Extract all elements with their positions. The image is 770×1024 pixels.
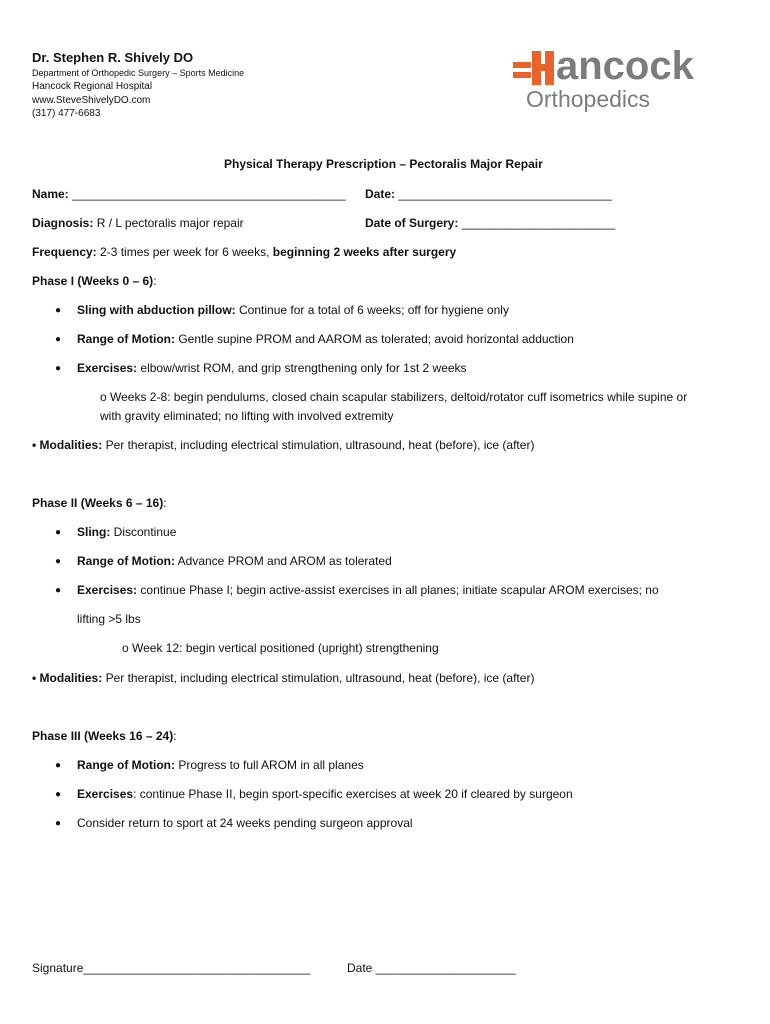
bullet-icon: ● [55, 585, 62, 596]
signature-field[interactable] [32, 961, 310, 975]
frequency-row [32, 245, 456, 259]
list-item: Sling with abduction pillow: Continue for a total of 6 weeks; off for hygiene only [77, 303, 509, 317]
bullet-icon: ● [55, 527, 62, 538]
phase1-sub-item: o Weeks 2-8: begin pendulums, closed chain scapular stabilizers, deltoid/rotator cuff isometrics while supine or [100, 390, 688, 404]
phase1-sub-item-cont: with gravity eliminated; no lifting with involved extremity [100, 409, 394, 423]
department: Department of Orthopedic Surgery – Sports Medicine [32, 68, 245, 78]
phase1-modalities: • Modalities: Per therapist, including electrical stimulation, ultrasound, heat (before), ice (after) [32, 438, 535, 452]
signature-date-field[interactable] [347, 961, 516, 975]
bullet-icon: ● [55, 556, 62, 567]
list-item: Exercises: continue Phase II, begin sport-specific exercises at week 20 if cleared by surgeon [77, 787, 573, 801]
logo-word-orthopedics: Orthopedics [526, 86, 651, 112]
signature-blank[interactable]: __________________________________ [83, 961, 311, 975]
signature-date-label: Date [347, 961, 373, 975]
diagnosis-label: Diagnosis: [32, 216, 94, 230]
bullet-icon: ● [55, 305, 62, 316]
bullet-icon: ● [55, 760, 62, 771]
list-item: Range of Motion: Gentle supine PROM and AAROM as tolerated; avoid horizontal adduction [77, 332, 574, 346]
date-blank[interactable]: ________________________________ [398, 187, 612, 201]
bullet-icon: ● [55, 789, 62, 800]
bullet-icon: ● [55, 818, 62, 829]
signature-date-blank[interactable]: _____________________ [375, 961, 516, 975]
date-field[interactable] [365, 187, 612, 201]
list-item: Exercises: elbow/wrist ROM, and grip strengthening only for 1st 2 weeks [77, 361, 467, 375]
website-link[interactable]: www.SteveShivelyDO.com [32, 95, 151, 106]
list-item: Range of Motion: Progress to full AROM in all planes [77, 758, 364, 772]
frequency-bold: beginning 2 weeks after surgery [272, 245, 457, 259]
hancock-orthopedics-logo [510, 44, 742, 114]
list-item: Exercises: continue Phase I; begin active-assist exercises in all planes; initiate scapular AROM exercises; no [77, 583, 659, 597]
signature-label: Signature [32, 961, 84, 975]
surgery-date-field[interactable] [365, 216, 615, 230]
diagnosis-row [32, 216, 244, 230]
list-item: Consider return to sport at 24 weeks pending surgeon approval [77, 816, 413, 830]
phase2-sub-item: o Week 12: begin vertical positioned (upright) strengthening [122, 641, 439, 655]
list-item: Sling: Discontinue [77, 525, 177, 539]
surgery-date-blank[interactable]: _______________________ [461, 216, 616, 230]
logo-word-hancock: ancock [556, 44, 694, 88]
phase1-heading: Phase I (Weeks 0 – 6): [32, 274, 157, 288]
surgery-date-label: Date of Surgery: [365, 216, 459, 230]
list-item: Range of Motion: Advance PROM and AROM as tolerated [77, 554, 392, 568]
doctor-name: Dr. Stephen R. Shively DO [32, 50, 194, 65]
list-item-continuation: lifting >5 lbs [77, 612, 141, 626]
hospital-name: Hancock Regional Hospital [32, 81, 153, 92]
frequency-text: 2-3 times per week for 6 weeks, [100, 245, 270, 259]
bullet-icon: ● [55, 363, 62, 374]
date-label: Date: [365, 187, 396, 201]
phase2-heading: Phase II (Weeks 6 – 16): [32, 496, 167, 510]
name-label: Name: [32, 187, 69, 201]
name-blank[interactable]: _________________________________________ [72, 187, 346, 201]
phase2-modalities: • Modalities: Per therapist, including electrical stimulation, ultrasound, heat (before), ice (after) [32, 671, 535, 685]
bullet-icon: ● [55, 334, 62, 345]
diagnosis-value: R / L pectoralis major repair [96, 216, 244, 230]
page-title: Physical Therapy Prescription – Pectoralis Major Repair [224, 157, 543, 171]
phone-number: (317) 477-6683 [32, 108, 101, 119]
frequency-label: Frequency: [32, 245, 97, 259]
phase3-heading: Phase III (Weeks 16 – 24): [32, 729, 177, 743]
name-field[interactable] [32, 187, 346, 201]
